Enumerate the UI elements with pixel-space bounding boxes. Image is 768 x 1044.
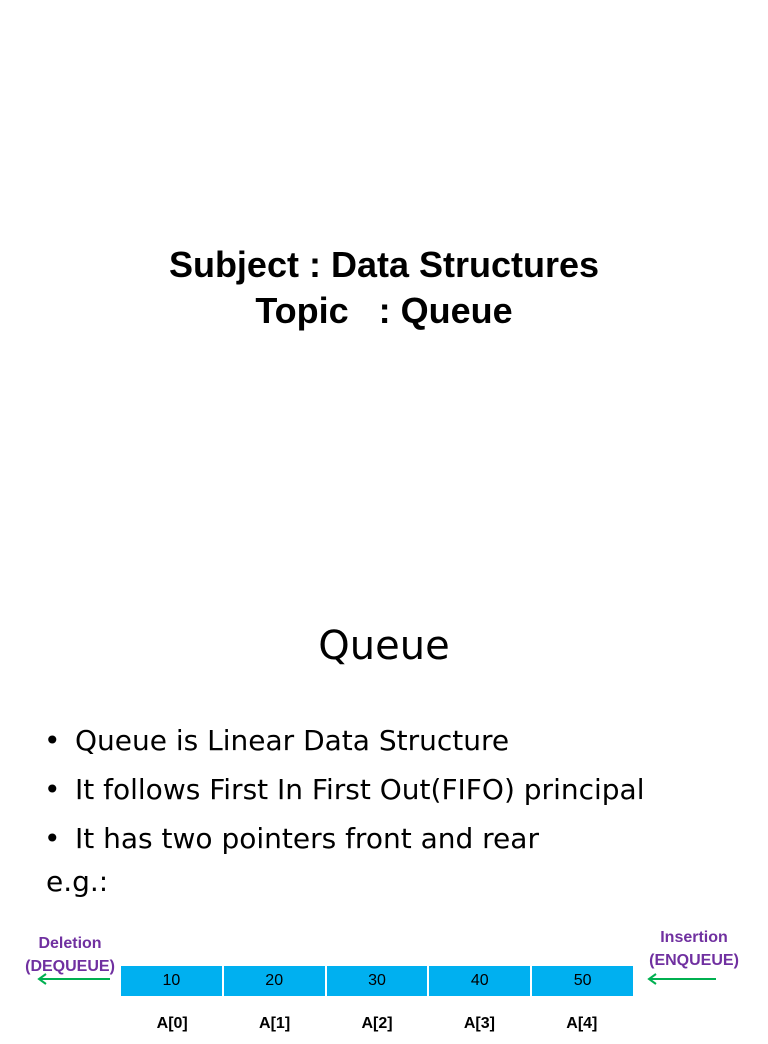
bullet-item <box>44 716 644 765</box>
deletion-label-line1: Deletion <box>38 935 102 952</box>
queue-index: A[2] <box>361 1015 393 1032</box>
queue-index: A[3] <box>463 1015 495 1032</box>
left-arrow-icon <box>36 972 112 986</box>
left-arrow-icon <box>646 972 718 986</box>
queue-index: A[1] <box>259 1015 291 1032</box>
bullet-text: It follows First In First Out(FIFO) principal <box>75 773 645 806</box>
insertion-label-line1: Insertion <box>660 929 728 946</box>
deletion-label-line2: (DEQUEUE) <box>25 958 115 975</box>
insertion-label-line2: (ENQUEUE) <box>649 952 739 969</box>
queue-cell: 20 <box>224 966 327 996</box>
queue-cell: 30 <box>327 966 430 996</box>
bullet-list <box>44 716 644 863</box>
queue-array <box>121 966 633 996</box>
bullet-text: It has two pointers front and rear <box>75 822 539 855</box>
subject-line: Subject : Data Structures <box>168 244 600 285</box>
bullet-icon: • <box>44 773 61 806</box>
slide-heading: Queue <box>318 623 450 669</box>
queue-index: A[4] <box>566 1015 598 1032</box>
slide-title-block <box>0 242 768 334</box>
bullet-item <box>44 765 644 814</box>
queue-cell: 50 <box>573 972 592 989</box>
queue-index-row <box>121 1014 633 1044</box>
bullet-icon: • <box>44 822 61 855</box>
insertion-label <box>644 926 744 972</box>
bullet-text: Queue is Linear Data Structure <box>75 724 510 757</box>
queue-index: A[0] <box>156 1015 188 1032</box>
queue-cell: 40 <box>429 966 532 996</box>
bullet-icon: • <box>44 724 61 757</box>
bullet-item <box>44 814 644 863</box>
queue-slide <box>0 576 768 1032</box>
example-label: e.g.: <box>46 865 109 898</box>
topic-line: Topic : Queue <box>255 290 513 331</box>
queue-cell: 10 <box>121 966 224 996</box>
